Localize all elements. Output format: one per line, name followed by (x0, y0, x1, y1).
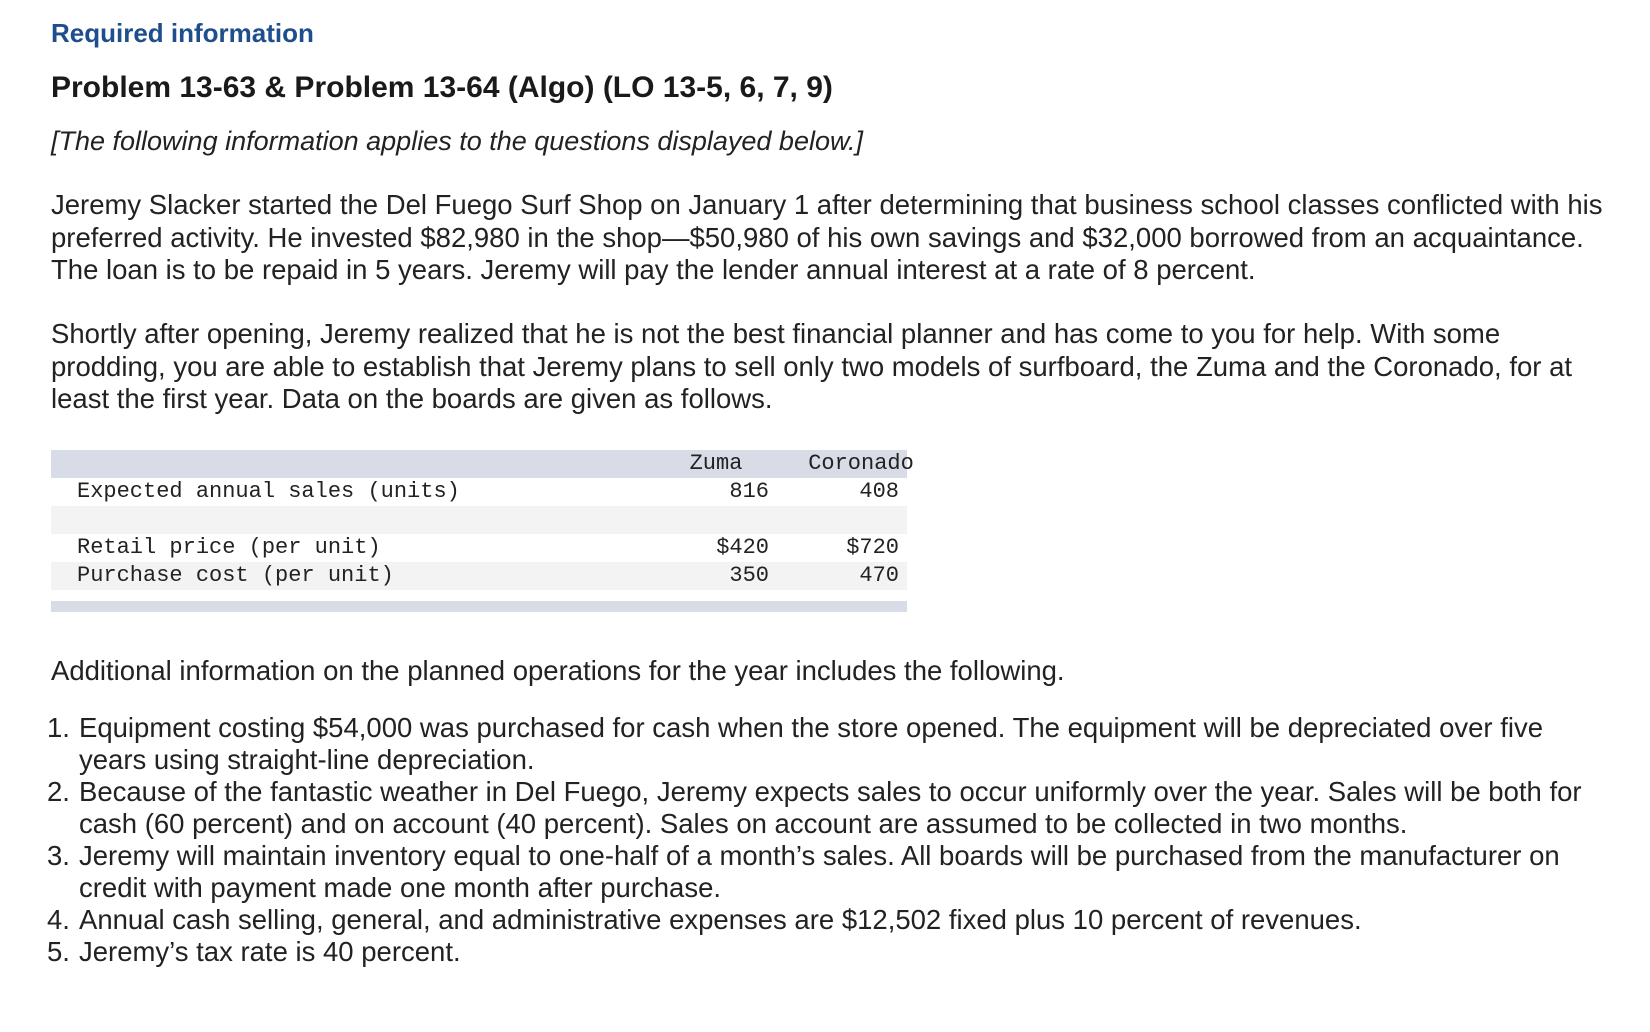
table-spacer-row (51, 506, 907, 534)
list-item (47, 712, 1611, 776)
list-item-number: 4. (47, 904, 70, 935)
zuma-value: $420 (716, 535, 769, 560)
row-label: Purchase cost (per unit) (77, 563, 394, 588)
table-spacer-row (51, 590, 907, 601)
list-item-text: Because of the fantastic weather in Del Fuego, Jeremy expects sales to occur uniformly over the year. Sales will be both for cash (60 percent) and on account (40 percent). Sales on account are assumed to be collected in two months. (79, 776, 1582, 839)
list-item-text: Jeremy will maintain inventory equal to one-half of a month’s sales. All boards will be purchased from the manufacturer on credit with payment made one month after purchase. (79, 840, 1560, 903)
additional-info-intro: Additional information on the planned operations for the year includes the following. (51, 655, 1065, 686)
coronado-value: 470 (859, 563, 899, 588)
table-header-row (51, 450, 914, 478)
list-item (47, 904, 1611, 936)
zuma-value: 350 (729, 563, 769, 588)
coronado-value: 408 (859, 479, 899, 504)
column-header-coronado: Coronado (808, 451, 914, 476)
row-label: Expected annual sales (units) (77, 479, 460, 504)
list-item (47, 936, 1611, 968)
table-row (51, 478, 907, 506)
list-item-number: 1. (47, 712, 70, 743)
scenario-paragraph-1: Jeremy Slacker started the Del Fuego Surf Shop on January 1 after determining that business school classes conflicted with his preferred activity. He invested $82,980 in the shop—$50,980 of his own savings and $32,000 borrowed from an acquaintance. The loan is to be repaid in 5 years. Jeremy will pay the lender annual interest at a rate of 8 percent. (51, 189, 1603, 285)
surfboard-data-table (51, 450, 914, 612)
list-item (47, 776, 1611, 840)
list-item-number: 3. (47, 840, 70, 871)
list-item-text: Jeremy’s tax rate is 40 percent. (79, 936, 461, 967)
table-row (51, 562, 907, 590)
additional-info-list (47, 712, 1611, 968)
list-item-number: 2. (47, 776, 70, 807)
intro-note: [The following information applies to the questions displayed below.] (51, 126, 863, 156)
zuma-value: 816 (729, 479, 769, 504)
column-header-zuma: Zuma (689, 451, 743, 476)
list-item-text: Annual cash selling, general, and administrative expenses are $12,502 fixed plus 10 percent of revenues. (79, 904, 1362, 935)
list-item (47, 840, 1611, 904)
table-footer-bar (51, 601, 907, 612)
scenario-paragraph-2: Shortly after opening, Jeremy realized that he is not the best financial planner and has come to you for help. With some prodding, you are able to establish that Jeremy plans to sell only two models of surfboard, the Zuma and the Coronado, for at least the first year. Data on the boards are given as follows. (51, 318, 1572, 414)
required-information-heading: Required information (51, 18, 314, 48)
coronado-value: $720 (846, 535, 899, 560)
row-label: Retail price (per unit) (77, 535, 381, 560)
table-row (51, 534, 907, 562)
list-item-text: Equipment costing $54,000 was purchased for cash when the store opened. The equipment will be depreciated over five years using straight-line depreciation. (79, 712, 1544, 775)
list-item-number: 5. (47, 936, 70, 967)
problem-title: Problem 13-63 & Problem 13-64 (Algo) (LO 13-5, 6, 7, 9) (51, 71, 833, 104)
